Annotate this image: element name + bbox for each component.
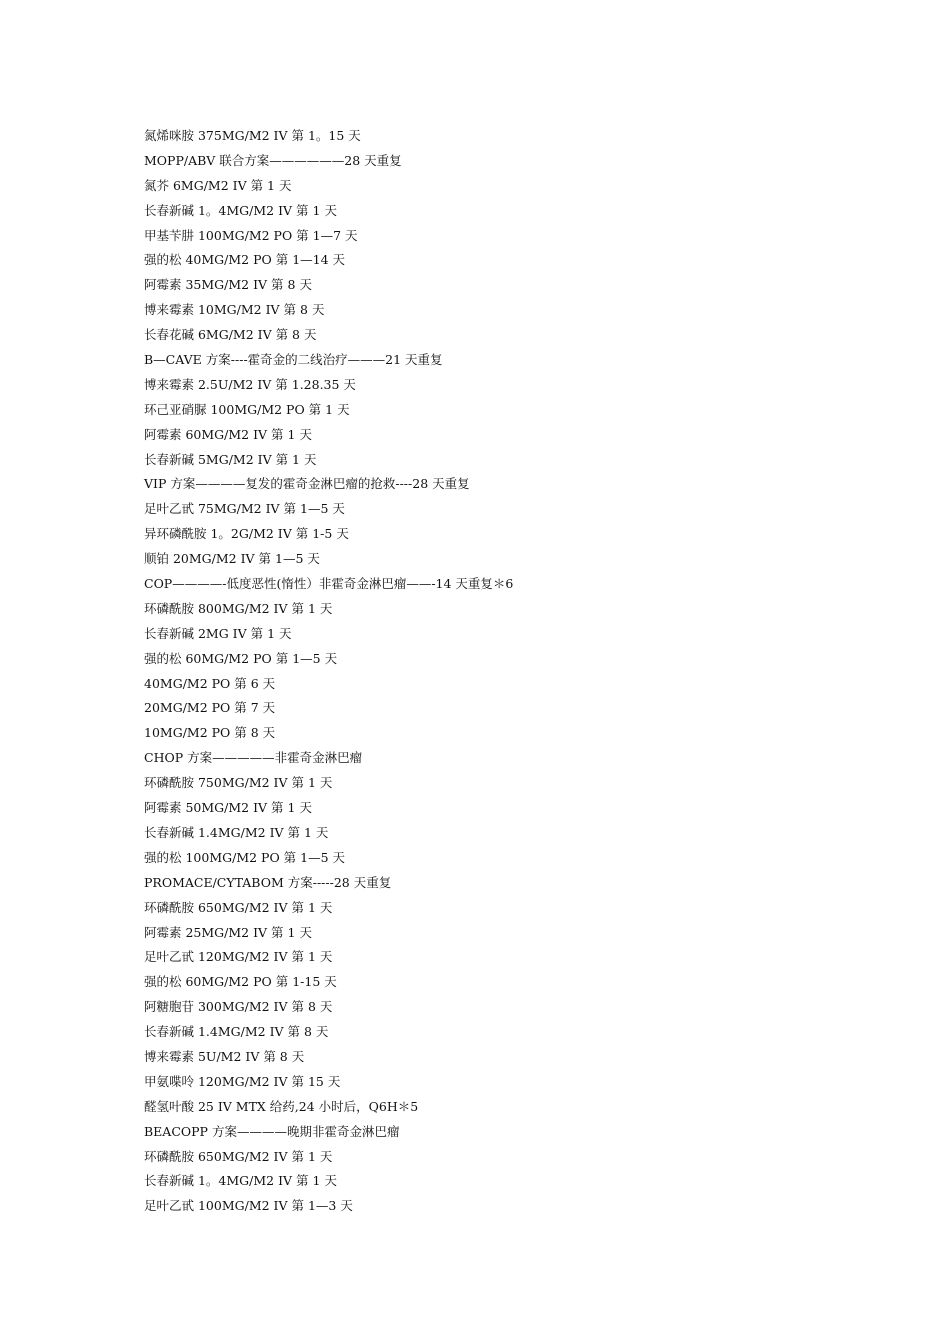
text-line: COP————-低度恶性(惰性）非霍奇金淋巴瘤——-14 天重复＊6 xyxy=(144,576,514,592)
text-line: 足叶乙甙 120MG/M2 IV 第 1 天 xyxy=(144,949,333,965)
text-line: 长春新碱 2MG IV 第 1 天 xyxy=(144,625,292,641)
text-line: 强的松 60MG/M2 PO 第 1-15 天 xyxy=(144,974,337,990)
text-line: 足叶乙甙 75MG/M2 IV 第 1—5 天 xyxy=(144,501,345,517)
text-line: 长春新碱 1。4MG/M2 IV 第 1 天 xyxy=(144,1173,337,1189)
text-line: 阿糖胞苷 300MG/M2 IV 第 8 天 xyxy=(144,999,333,1015)
text-line: BEACOPP 方案————晚期非霍奇金淋巴瘤 xyxy=(144,1123,400,1139)
text-line: 长春新碱 1.4MG/M2 IV 第 1 天 xyxy=(144,824,329,840)
text-line: 阿霉素 50MG/M2 IV 第 1 天 xyxy=(144,800,312,816)
text-line: 长春新碱 1.4MG/M2 IV 第 8 天 xyxy=(144,1024,329,1040)
text-line: 顺铂 20MG/M2 IV 第 1—5 天 xyxy=(144,551,320,567)
document-text-block xyxy=(144,124,864,1219)
text-line: 长春新碱 1。4MG/M2 IV 第 1 天 xyxy=(144,202,337,218)
text-line: 40MG/M2 PO 第 6 天 xyxy=(144,675,276,691)
text-line: B—CAVE 方案----霍奇金的二线治疗———21 天重复 xyxy=(144,352,443,368)
text-line: 阿霉素 25MG/M2 IV 第 1 天 xyxy=(144,924,312,940)
text-line: 环磷酰胺 650MG/M2 IV 第 1 天 xyxy=(144,1148,333,1164)
text-line: 长春新碱 5MG/M2 IV 第 1 天 xyxy=(144,451,317,467)
text-line: 氮芥 6MG/M2 IV 第 1 天 xyxy=(144,177,292,193)
text-line: 20MG/M2 PO 第 7 天 xyxy=(144,700,276,716)
text-line: 环磷酰胺 800MG/M2 IV 第 1 天 xyxy=(144,600,333,616)
text-line: 甲基苄肼 100MG/M2 PO 第 1—7 天 xyxy=(144,227,358,243)
text-line: MOPP/ABV 联合方案——————28 天重复 xyxy=(144,152,402,168)
text-line: 环磷酰胺 750MG/M2 IV 第 1 天 xyxy=(144,775,333,791)
text-line: 氮烯咪胺 375MG/M2 IV 第 1。15 天 xyxy=(144,128,361,143)
text-line: 10MG/M2 PO 第 8 天 xyxy=(144,725,276,741)
text-line: 长春花碱 6MG/M2 IV 第 8 天 xyxy=(144,327,317,343)
text-line: 阿霉素 60MG/M2 IV 第 1 天 xyxy=(144,426,312,442)
text-line: VIP 方案————复发的霍奇金淋巴瘤的抢救----28 天重复 xyxy=(144,476,470,492)
text-line: 强的松 100MG/M2 PO 第 1—5 天 xyxy=(144,849,346,865)
text-line: 博来霉素 5U/M2 IV 第 8 天 xyxy=(144,1048,305,1064)
text-line: 环磷酰胺 650MG/M2 IV 第 1 天 xyxy=(144,899,333,915)
text-line: 环己亚硝脲 100MG/M2 PO 第 1 天 xyxy=(144,401,350,417)
text-line: 甲氨喋呤 120MG/M2 IV 第 15 天 xyxy=(144,1073,341,1089)
text-line: 强的松 60MG/M2 PO 第 1—5 天 xyxy=(144,650,338,666)
text-line: 足叶乙甙 100MG/M2 IV 第 1—3 天 xyxy=(144,1198,353,1214)
text-line: CHOP 方案—————非霍奇金淋巴瘤 xyxy=(144,750,363,766)
text-line: 异环磷酰胺 1。2G/M2 IV 第 1-5 天 xyxy=(144,526,349,542)
text-line: 醛氢叶酸 25 IV MTX 给药,24 小时后，Q6H＊5 xyxy=(144,1098,419,1114)
text-line: 博来霉素 2.5U/M2 IV 第 1.28.35 天 xyxy=(144,376,356,392)
text-line: 强的松 40MG/M2 PO 第 1—14 天 xyxy=(144,252,346,268)
text-line: PROMACE/CYTABOM 方案-----28 天重复 xyxy=(144,874,392,890)
text-line: 博来霉素 10MG/M2 IV 第 8 天 xyxy=(144,302,325,318)
text-line: 阿霉素 35MG/M2 IV 第 8 天 xyxy=(144,277,312,293)
